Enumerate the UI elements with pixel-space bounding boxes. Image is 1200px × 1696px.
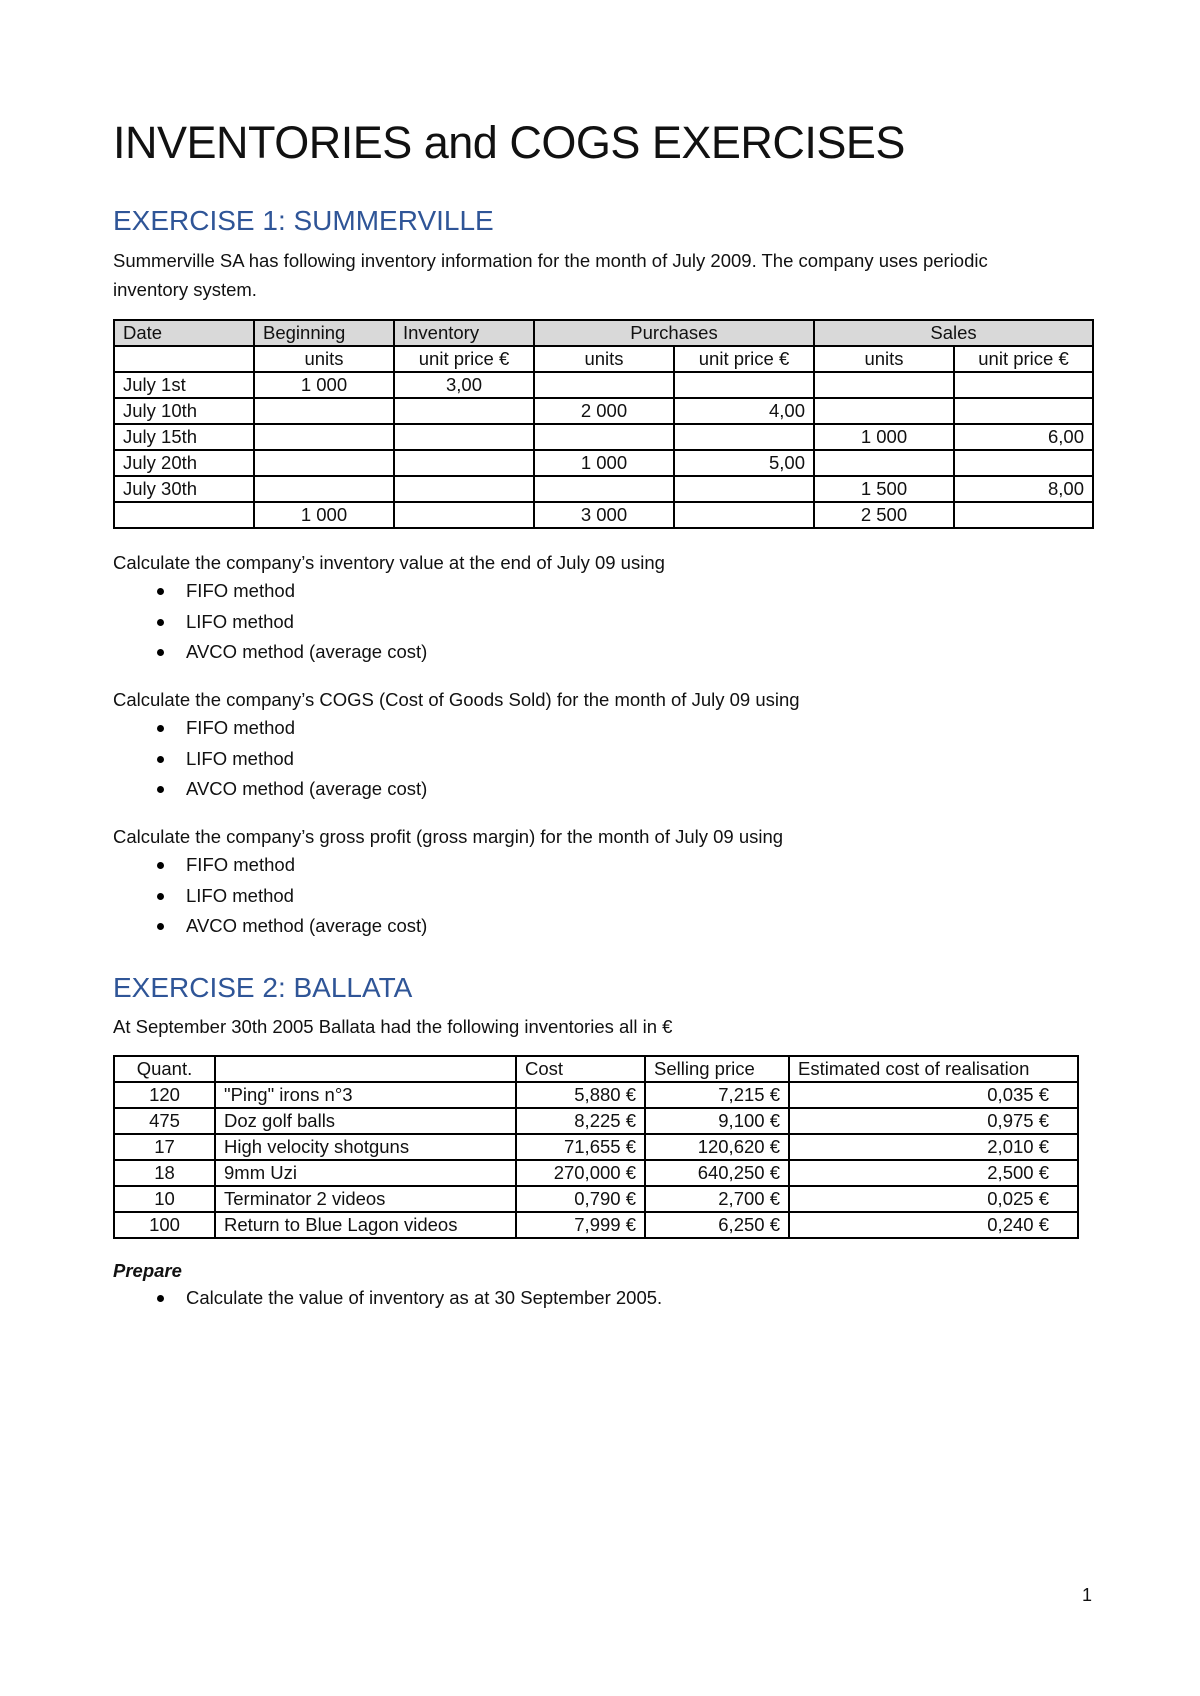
bullet-icon <box>157 725 164 732</box>
header-cell: unit price € <box>394 346 534 372</box>
inventory-table-header-row-1 <box>114 320 1093 346</box>
table-cell: 2,500 € <box>789 1160 1078 1186</box>
table-cell <box>814 450 954 476</box>
exercise-2-intro: At September 30th 2005 Ballata had the following inventories all in € <box>113 1016 673 1037</box>
table-cell: 0,025 € <box>789 1186 1078 1212</box>
prepare-list <box>113 1283 662 1314</box>
bullet-icon <box>157 756 164 763</box>
table-cell: 120 <box>114 1082 215 1108</box>
header-cell: Inventory <box>394 320 534 346</box>
table-cell: 0,790 € <box>516 1186 645 1212</box>
table-cell: 2,010 € <box>789 1134 1078 1160</box>
list-item <box>113 850 427 881</box>
table-cell: 9,100 € <box>645 1108 789 1134</box>
table-cell <box>114 502 254 528</box>
table-cell: 8,225 € <box>516 1108 645 1134</box>
table-cell: 0,240 € <box>789 1212 1078 1238</box>
bullet-icon <box>157 1295 164 1302</box>
list-item-label: FIFO method <box>186 854 295 875</box>
header-cell <box>114 346 254 372</box>
ballata-table-header-row <box>114 1056 1078 1082</box>
table-row <box>114 450 1093 476</box>
table-cell: 1 000 <box>254 502 394 528</box>
table-cell: 1 000 <box>254 372 394 398</box>
header-cell: Selling price <box>645 1056 789 1082</box>
table-row <box>114 1082 1078 1108</box>
list-item-label: AVCO method (average cost) <box>186 778 428 799</box>
header-cell: Cost <box>516 1056 645 1082</box>
inventory-table-header-row-2 <box>114 346 1093 372</box>
table-cell <box>394 502 534 528</box>
document-title: INVENTORIES and COGS EXERCISES <box>113 117 905 168</box>
header-cell: units <box>254 346 394 372</box>
table-cell <box>394 424 534 450</box>
question-gross-profit: Calculate the company’s gross profit (gross margin) for the month of July 09 using <box>113 826 784 847</box>
table-cell: 18 <box>114 1160 215 1186</box>
table-cell: 17 <box>114 1134 215 1160</box>
table-cell <box>814 372 954 398</box>
table-row <box>114 1134 1078 1160</box>
table-cell: 100 <box>114 1212 215 1238</box>
table-cell <box>394 476 534 502</box>
list-item-label: AVCO method (average cost) <box>186 641 428 662</box>
bullet-icon <box>157 862 164 869</box>
table-cell: July 20th <box>114 450 254 476</box>
table-cell: 120,620 € <box>645 1134 789 1160</box>
header-cell: Date <box>114 320 254 346</box>
page-number: 1 <box>1081 1585 1092 1605</box>
table-cell: 3 000 <box>534 502 674 528</box>
table-cell <box>534 476 674 502</box>
table-row <box>114 1108 1078 1134</box>
table-cell: July 10th <box>114 398 254 424</box>
table-cell <box>814 398 954 424</box>
bullet-icon <box>157 649 164 656</box>
exercise-2-heading: EXERCISE 2: BALLATA <box>113 972 413 1003</box>
header-cell: unit price € <box>954 346 1093 372</box>
table-cell: 3,00 <box>394 372 534 398</box>
table-cell <box>954 372 1093 398</box>
table-cell <box>674 424 814 450</box>
table-cell: Doz golf balls <box>215 1108 516 1134</box>
table-cell: 9mm Uzi <box>215 1160 516 1186</box>
table-cell: 6,250 € <box>645 1212 789 1238</box>
exercise-1-intro-line-1: Summerville SA has following inventory information for the month of July 2009. The company uses periodic <box>113 250 988 271</box>
table-cell <box>394 398 534 424</box>
bullet-icon <box>157 619 164 626</box>
header-cell <box>215 1056 516 1082</box>
list-item <box>113 576 427 607</box>
table-cell: 8,00 <box>954 476 1093 502</box>
table-row <box>114 398 1093 424</box>
table-row <box>114 1160 1078 1186</box>
table-cell: July 30th <box>114 476 254 502</box>
table-cell <box>254 424 394 450</box>
list-item-label: LIFO method <box>186 610 294 632</box>
table-row <box>114 1186 1078 1212</box>
table-cell: Return to Blue Lagon videos <box>215 1212 516 1238</box>
header-cell: Purchases <box>534 320 814 346</box>
ballata-inventory-table <box>113 1055 1079 1239</box>
table-cell: 270,000 € <box>516 1160 645 1186</box>
table-cell <box>954 502 1093 528</box>
question-inventory-value-list <box>113 576 427 668</box>
header-cell: units <box>814 346 954 372</box>
table-row <box>114 424 1093 450</box>
table-cell: 640,250 € <box>645 1160 789 1186</box>
table-row <box>114 372 1093 398</box>
bullet-icon <box>157 588 164 595</box>
table-cell <box>954 398 1093 424</box>
table-cell: 2 000 <box>534 398 674 424</box>
header-cell: Sales <box>814 320 1093 346</box>
inventory-table <box>113 319 1094 529</box>
header-cell: Quant. <box>114 1056 215 1082</box>
list-item-label: AVCO method (average cost) <box>186 915 428 936</box>
table-cell: 2,700 € <box>645 1186 789 1212</box>
table-cell: 5,880 € <box>516 1082 645 1108</box>
table-cell: 4,00 <box>674 398 814 424</box>
list-item <box>113 911 427 942</box>
header-cell: unit price € <box>674 346 814 372</box>
list-item-label: LIFO method <box>186 747 294 769</box>
table-cell: 1 000 <box>534 450 674 476</box>
table-cell: July 1st <box>114 372 254 398</box>
list-item <box>113 607 427 638</box>
table-cell: "Ping" irons n°3 <box>215 1082 516 1108</box>
table-cell: July 15th <box>114 424 254 450</box>
table-cell <box>674 476 814 502</box>
table-cell: 10 <box>114 1186 215 1212</box>
table-cell: 7,215 € <box>645 1082 789 1108</box>
question-inventory-value: Calculate the company’s inventory value at the end of July 09 using <box>113 552 665 573</box>
table-cell: 1 000 <box>814 424 954 450</box>
table-row <box>114 1212 1078 1238</box>
table-cell: 475 <box>114 1108 215 1134</box>
table-cell: 7,999 € <box>516 1212 645 1238</box>
list-item-label: FIFO method <box>186 580 295 601</box>
exercise-1-intro-line-2: inventory system. <box>113 279 257 300</box>
table-cell <box>674 502 814 528</box>
list-item <box>113 713 427 744</box>
list-item <box>113 744 427 775</box>
list-item <box>113 881 427 912</box>
list-item-label: LIFO method <box>186 884 294 906</box>
bullet-icon <box>157 893 164 900</box>
table-cell <box>674 372 814 398</box>
list-item <box>113 637 427 668</box>
table-row <box>114 476 1093 502</box>
table-cell: 71,655 € <box>516 1134 645 1160</box>
table-cell <box>254 476 394 502</box>
question-cogs-list <box>113 713 427 805</box>
table-row <box>114 502 1093 528</box>
prepare-label: Prepare <box>113 1260 182 1281</box>
table-cell: Terminator 2 videos <box>215 1186 516 1212</box>
list-item <box>113 774 427 805</box>
table-cell <box>534 372 674 398</box>
exercise-1-heading: EXERCISE 1: SUMMERVILLE <box>113 205 494 236</box>
question-gross-profit-list <box>113 850 427 942</box>
table-cell <box>254 398 394 424</box>
table-cell: 0,975 € <box>789 1108 1078 1134</box>
table-cell: High velocity shotguns <box>215 1134 516 1160</box>
header-cell: Beginning <box>254 320 394 346</box>
table-cell: 5,00 <box>674 450 814 476</box>
bullet-icon <box>157 786 164 793</box>
table-cell: 2 500 <box>814 502 954 528</box>
table-cell: 0,035 € <box>789 1082 1078 1108</box>
table-cell <box>254 450 394 476</box>
table-cell: 6,00 <box>954 424 1093 450</box>
table-cell <box>394 450 534 476</box>
table-cell <box>534 424 674 450</box>
question-cogs: Calculate the company’s COGS (Cost of Goods Sold) for the month of July 09 using <box>113 689 800 710</box>
table-cell: 1 500 <box>814 476 954 502</box>
bullet-icon <box>157 923 164 930</box>
table-cell <box>954 450 1093 476</box>
header-cell: units <box>534 346 674 372</box>
list-item-label: FIFO method <box>186 717 295 738</box>
list-item <box>113 1283 662 1314</box>
header-cell: Estimated cost of realisation <box>789 1056 1078 1082</box>
list-item-label: Calculate the value of inventory as at 30 September 2005. <box>186 1287 663 1308</box>
